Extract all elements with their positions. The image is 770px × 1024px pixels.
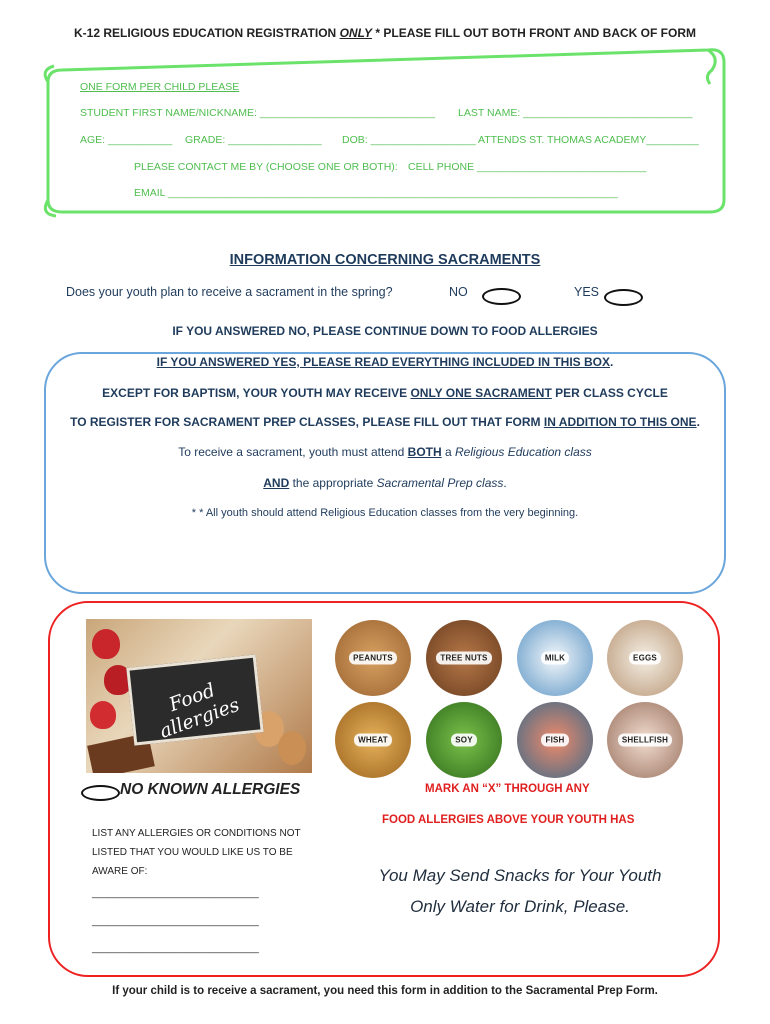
allergy-line-2[interactable]: ______________________________	[92, 916, 259, 927]
sacrament-question: Does your youth plan to receive a sacrament in the spring?	[66, 285, 393, 299]
contact-prompt: PLEASE CONTACT ME BY (CHOOSE ONE OR BOTH):	[134, 161, 398, 173]
allergy-line-1[interactable]: ______________________________	[92, 888, 259, 899]
attend-note: * * All youth should attend Religious Education classes from the very beginning.	[191, 507, 579, 519]
email-field[interactable]: EMAIL _____________________________________________________________________________	[134, 187, 618, 199]
strawberry-decor	[92, 629, 120, 659]
cell-phone-field[interactable]: CELL PHONE _____________________________	[408, 161, 647, 173]
dob-field[interactable]: DOB: __________________	[342, 134, 476, 146]
if-no-instruction: IF YOU ANSWERED NO, PLEASE CONTINUE DOWN TO FOOD ALLERGIES	[172, 324, 598, 338]
wheat-tile[interactable]: WHEAT	[335, 702, 411, 778]
water-note: Only Water for Drink, Please.	[410, 897, 630, 916]
grade-field[interactable]: GRADE: ________________	[185, 134, 322, 146]
no-oval-checkbox[interactable]	[482, 288, 521, 305]
snacks-note: You May Send Snacks for Your Youth	[378, 866, 662, 885]
yes-label: YES	[574, 285, 600, 299]
one-form-note: ONE FORM PER CHILD PLEASE	[80, 81, 240, 93]
milk-tile[interactable]: MILK	[517, 620, 593, 696]
shellfish-tile[interactable]: SHELLFISH	[607, 702, 683, 778]
attends-field[interactable]: ATTENDS ST. THOMAS ACADEMY_________	[478, 134, 699, 146]
fish-tile[interactable]: FISH	[517, 702, 593, 778]
first-name-field[interactable]: STUDENT FIRST NAME/NICKNAME: ______________________________	[80, 107, 436, 119]
age-field[interactable]: AGE: ___________	[80, 134, 173, 146]
strawberry-decor	[90, 701, 116, 729]
prep-class-rule: AND the appropriate Sacramental Prep class.	[263, 476, 507, 490]
attend-both-rule: To receive a sacrament, youth must attend BOTH a Religious Education class	[178, 445, 592, 459]
list-allergies-prompt: LIST ANY ALLERGIES OR CONDITIONS NOT LISTED THAT YOU WOULD LIKE US TO BE AWARE OF:	[92, 828, 301, 877]
egg-decor	[278, 731, 306, 765]
eggs-tile[interactable]: EGGS	[607, 620, 683, 696]
no-known-allergies-oval[interactable]	[81, 785, 120, 801]
chalkboard-sign	[126, 654, 263, 745]
footer-note: If your child is to receive a sacrament, you need this form in addition to the Sacramental Prep Form.	[112, 985, 658, 997]
form-header: K-12 RELIGIOUS EDUCATION REGISTRATION ONLY * PLEASE FILL OUT BOTH FRONT AND BACK OF FORM	[73, 26, 697, 40]
register-rule: TO REGISTER FOR SACRAMENT PREP CLASSES, PLEASE FILL OUT THAT FORM IN ADDITION TO THIS ONE.	[70, 415, 700, 429]
no-known-allergies-label: NO KNOWN ALLERGIES	[120, 781, 301, 798]
no-label: NO	[449, 285, 468, 299]
allergy-line-3[interactable]: ______________________________	[92, 943, 259, 954]
peanuts-tile[interactable]: PEANUTS	[335, 620, 411, 696]
mark-x-instruction: MARK AN “X” THROUGH ANY	[425, 783, 590, 795]
food-allergies-photo	[86, 619, 312, 773]
last-name-field[interactable]: LAST NAME: _____________________________	[458, 107, 693, 119]
if-yes-instruction: IF YOU ANSWERED YES, PLEASE READ EVERYTHING INCLUDED IN THIS BOX.	[156, 355, 614, 369]
food-above-instruction: FOOD ALLERGIES ABOVE YOUR YOUTH HAS	[382, 814, 635, 826]
sign-text: Food allergies	[156, 679, 243, 743]
sacraments-title: INFORMATION CONCERNING SACRAMENTS	[229, 252, 541, 268]
soy-tile[interactable]: SOY	[426, 702, 502, 778]
one-sacrament-rule: EXCEPT FOR BAPTISM, YOUR YOUTH MAY RECEIVE ONLY ONE SACRAMENT PER CLASS CYCLE	[102, 386, 668, 400]
yes-oval-checkbox[interactable]	[604, 289, 643, 306]
tree-nuts-tile[interactable]: TREE NUTS	[426, 620, 502, 696]
